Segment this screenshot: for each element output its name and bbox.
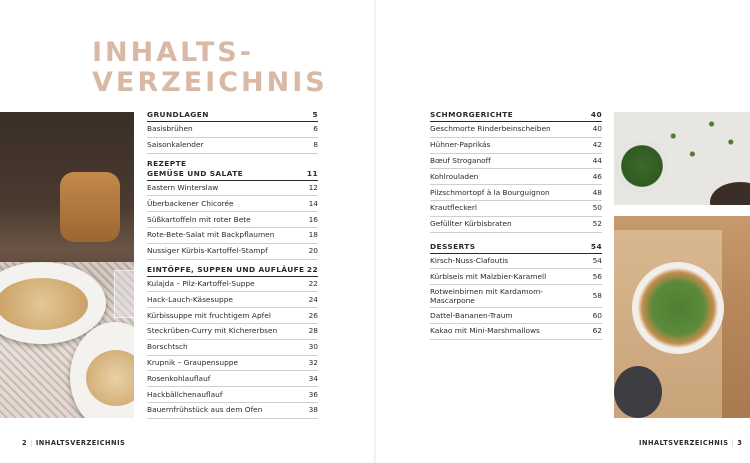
toc-section-heading[interactable]: SCHMORGERICHTE 40 xyxy=(430,110,602,122)
toc-entry[interactable]: Süßkartoffeln mit roter Bete 16 xyxy=(147,212,318,228)
toc-entry[interactable]: Kürbiseis mit Malzbier-Karamell 56 xyxy=(430,269,602,285)
footer-right xyxy=(639,439,742,447)
toc-entry[interactable]: Überbackener Chicorée 14 xyxy=(147,196,318,212)
food-photo-pasta xyxy=(0,112,134,418)
food-photo-salad xyxy=(614,216,750,418)
footer-separator: | xyxy=(30,439,33,447)
toc-entry[interactable]: Pilzschmortopf à la Bourguignon 48 xyxy=(430,185,602,201)
toc-entry[interactable]: Kirsch-Nuss-Clafoutis 54 xyxy=(430,254,602,270)
title-line-1: INHALTS- xyxy=(92,37,254,68)
toc-entry[interactable]: Dattel-Bananen-Traum 60 xyxy=(430,308,602,324)
toc-entry[interactable]: Kakao mit Mini-Marshmallows 62 xyxy=(430,324,602,340)
footer-left xyxy=(22,439,125,447)
toc-part-overline: REZEPTE xyxy=(147,158,187,168)
toc-entry[interactable]: Nussiger Kürbis-Kartoffel-Stampf 20 xyxy=(147,244,318,260)
running-title: INHALTSVERZEICHNIS xyxy=(639,439,729,447)
toc-entry[interactable]: Saisonkalender 8 xyxy=(147,138,318,154)
page-number: 3 xyxy=(737,439,743,447)
toc-entry[interactable]: Steckrüben-Curry mit Kichererbsen 28 xyxy=(147,324,318,340)
toc-entry[interactable]: Rote-Bete-Salat mit Backpflaumen 18 xyxy=(147,228,318,244)
toc-section-heading[interactable]: DESSERTS 54 xyxy=(430,242,602,254)
toc-entry[interactable]: Bœuf Stroganoff 44 xyxy=(430,154,602,170)
toc-entry[interactable]: Basisbrühen 6 xyxy=(147,122,318,138)
toc-entry[interactable]: Kürbissuppe mit fruchtigem Apfel 26 xyxy=(147,308,318,324)
toc-right-column xyxy=(430,110,602,340)
book-spine xyxy=(374,0,376,463)
toc-entry[interactable]: Kulajda – Pilz-Kartoffel-Suppe 22 xyxy=(147,277,318,293)
page-number: 2 xyxy=(22,439,28,447)
toc-entry[interactable]: Bauernfrühstück aus dem Ofen 38 xyxy=(147,403,318,419)
toc-entry[interactable]: Gefüllter Kürbisbraten 52 xyxy=(430,217,602,233)
toc-section-heading[interactable]: GRUNDLAGEN 5 xyxy=(147,110,318,122)
running-title: INHALTSVERZEICHNIS xyxy=(35,439,126,447)
page-title xyxy=(92,38,328,98)
toc-entry[interactable]: Krautfleckerl 50 xyxy=(430,201,602,217)
toc-entry[interactable]: Eastern Winterslaw 12 xyxy=(147,181,318,197)
toc-section-heading[interactable]: EINTÖPFE, SUPPEN UND AUFLÄUFE 22 xyxy=(147,265,318,277)
footer-separator: | xyxy=(731,439,735,447)
toc-entry[interactable]: Krupnik – Graupensuppe 32 xyxy=(147,356,318,372)
toc-entry[interactable]: Rosenkohlauflauf 34 xyxy=(147,371,318,387)
toc-section-heading[interactable]: GEMÜSE UND SALATE 11 xyxy=(147,169,318,181)
toc-entry[interactable]: Borschtsch 30 xyxy=(147,340,318,356)
toc-entry[interactable]: Rotweinbirnen mit Kardamom-Mascarpone 58 xyxy=(430,285,602,308)
toc-entry[interactable]: Geschmorte Rinderbeinscheiben 40 xyxy=(430,122,602,138)
toc-entry[interactable]: Hackbällchenauflauf 36 xyxy=(147,387,318,403)
toc-left-column xyxy=(147,110,318,419)
toc-entry[interactable]: Hühner-Paprikás 42 xyxy=(430,138,602,154)
title-line-2: VERZEICHNIS xyxy=(92,67,328,98)
food-photo-herbs xyxy=(614,112,750,205)
toc-entry[interactable]: Kohlrouladen 46 xyxy=(430,169,602,185)
toc-entry[interactable]: Hack-Lauch-Käsesuppe 24 xyxy=(147,292,318,308)
